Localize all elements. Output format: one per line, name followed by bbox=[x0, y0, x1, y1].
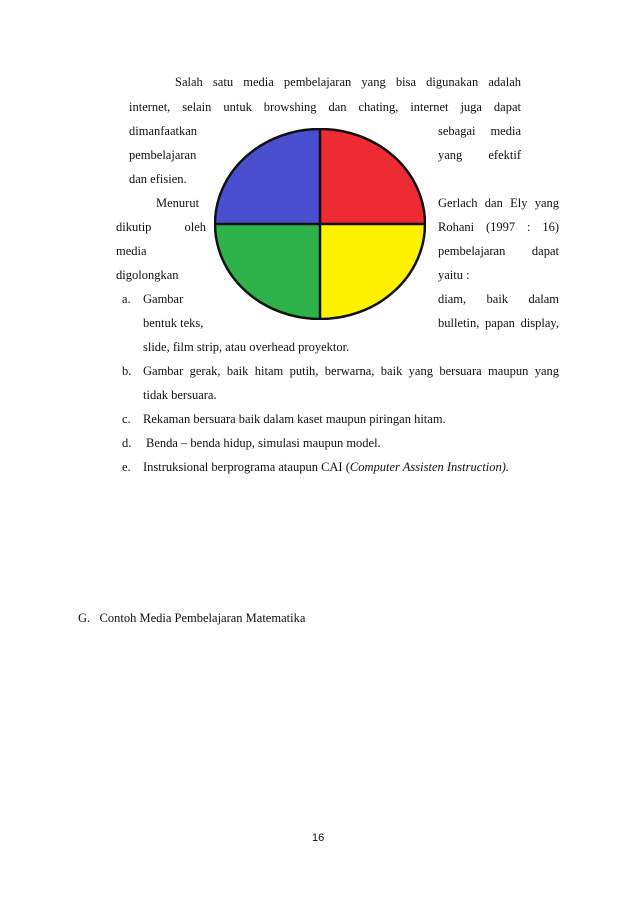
list-e-text: Instruksional berprograma ataupun CAI ( bbox=[143, 460, 350, 474]
para1-line4-right: yang efektif bbox=[438, 148, 521, 162]
list-marker-a: a. bbox=[122, 292, 131, 306]
list-b-line2: tidak bersuara. bbox=[143, 388, 217, 402]
circle-quadrant-top-right bbox=[320, 129, 425, 224]
list-c-line1: Rekaman bersuara baik dalam kaset maupun piringan hitam. bbox=[143, 412, 446, 426]
circle-quadrant-bottom-left bbox=[215, 224, 320, 319]
para2-line1-right: Gerlach dan Ely yang bbox=[438, 196, 559, 210]
para2-line2-right: Rohani (1997 : 16) bbox=[438, 220, 559, 234]
para2-line2-left: dikutip oleh bbox=[116, 220, 206, 234]
list-e-italic-text: Computer Assisten Instruction). bbox=[349, 460, 510, 474]
list-a-line1-right: diam, baik dalam bbox=[438, 292, 559, 306]
para1-line4-left: pembelajaran bbox=[129, 148, 197, 162]
para1-line1: Salah satu media pembelajaran yang bisa digunakan adalah bbox=[175, 75, 521, 89]
para1-line2: internet, selain untuk browshing dan chating, internet juga dapat bbox=[129, 100, 521, 114]
list-b-line1: Gambar gerak, baik hitam putih, berwarna, baik yang bersuara maupun yang bbox=[143, 364, 559, 378]
para2-line4-right: yaitu : bbox=[438, 268, 470, 282]
para2-line1-left: Menurut bbox=[156, 196, 200, 210]
list-marker-b: b. bbox=[122, 364, 132, 378]
circle-quadrant-bottom-right bbox=[320, 224, 425, 319]
list-a-line1-left: Gambar bbox=[143, 292, 184, 306]
para2-line3-left: media bbox=[116, 244, 147, 258]
list-a-line2-right: bulletin, papan display, bbox=[438, 316, 559, 330]
list-e-line1 bbox=[143, 458, 509, 476]
list-a-line3: slide, film strip, atau overhead proyektor. bbox=[143, 340, 350, 354]
para1-line3-right: sebagai media bbox=[438, 124, 521, 138]
section-heading: G. Contoh Media Pembelajaran Matematika bbox=[78, 611, 306, 625]
list-marker-c: c. bbox=[122, 412, 131, 426]
circle-quadrant-top-left bbox=[215, 129, 320, 224]
four-color-circle-figure bbox=[214, 128, 426, 320]
para1-line5: dan efisien. bbox=[129, 172, 187, 186]
list-marker-e: e. bbox=[122, 460, 131, 474]
list-a-line2-left: bentuk teks, bbox=[143, 316, 204, 330]
page-number: 16 bbox=[312, 832, 325, 844]
list-d-line1: Benda – benda hidup, simulasi maupun model. bbox=[146, 436, 381, 450]
para2-line3-right: pembelajaran dapat bbox=[438, 244, 559, 258]
para1-line3-left: dimanfaatkan bbox=[129, 124, 198, 138]
list-marker-d: d. bbox=[122, 436, 132, 450]
para2-line4-left: digolongkan bbox=[116, 268, 179, 282]
